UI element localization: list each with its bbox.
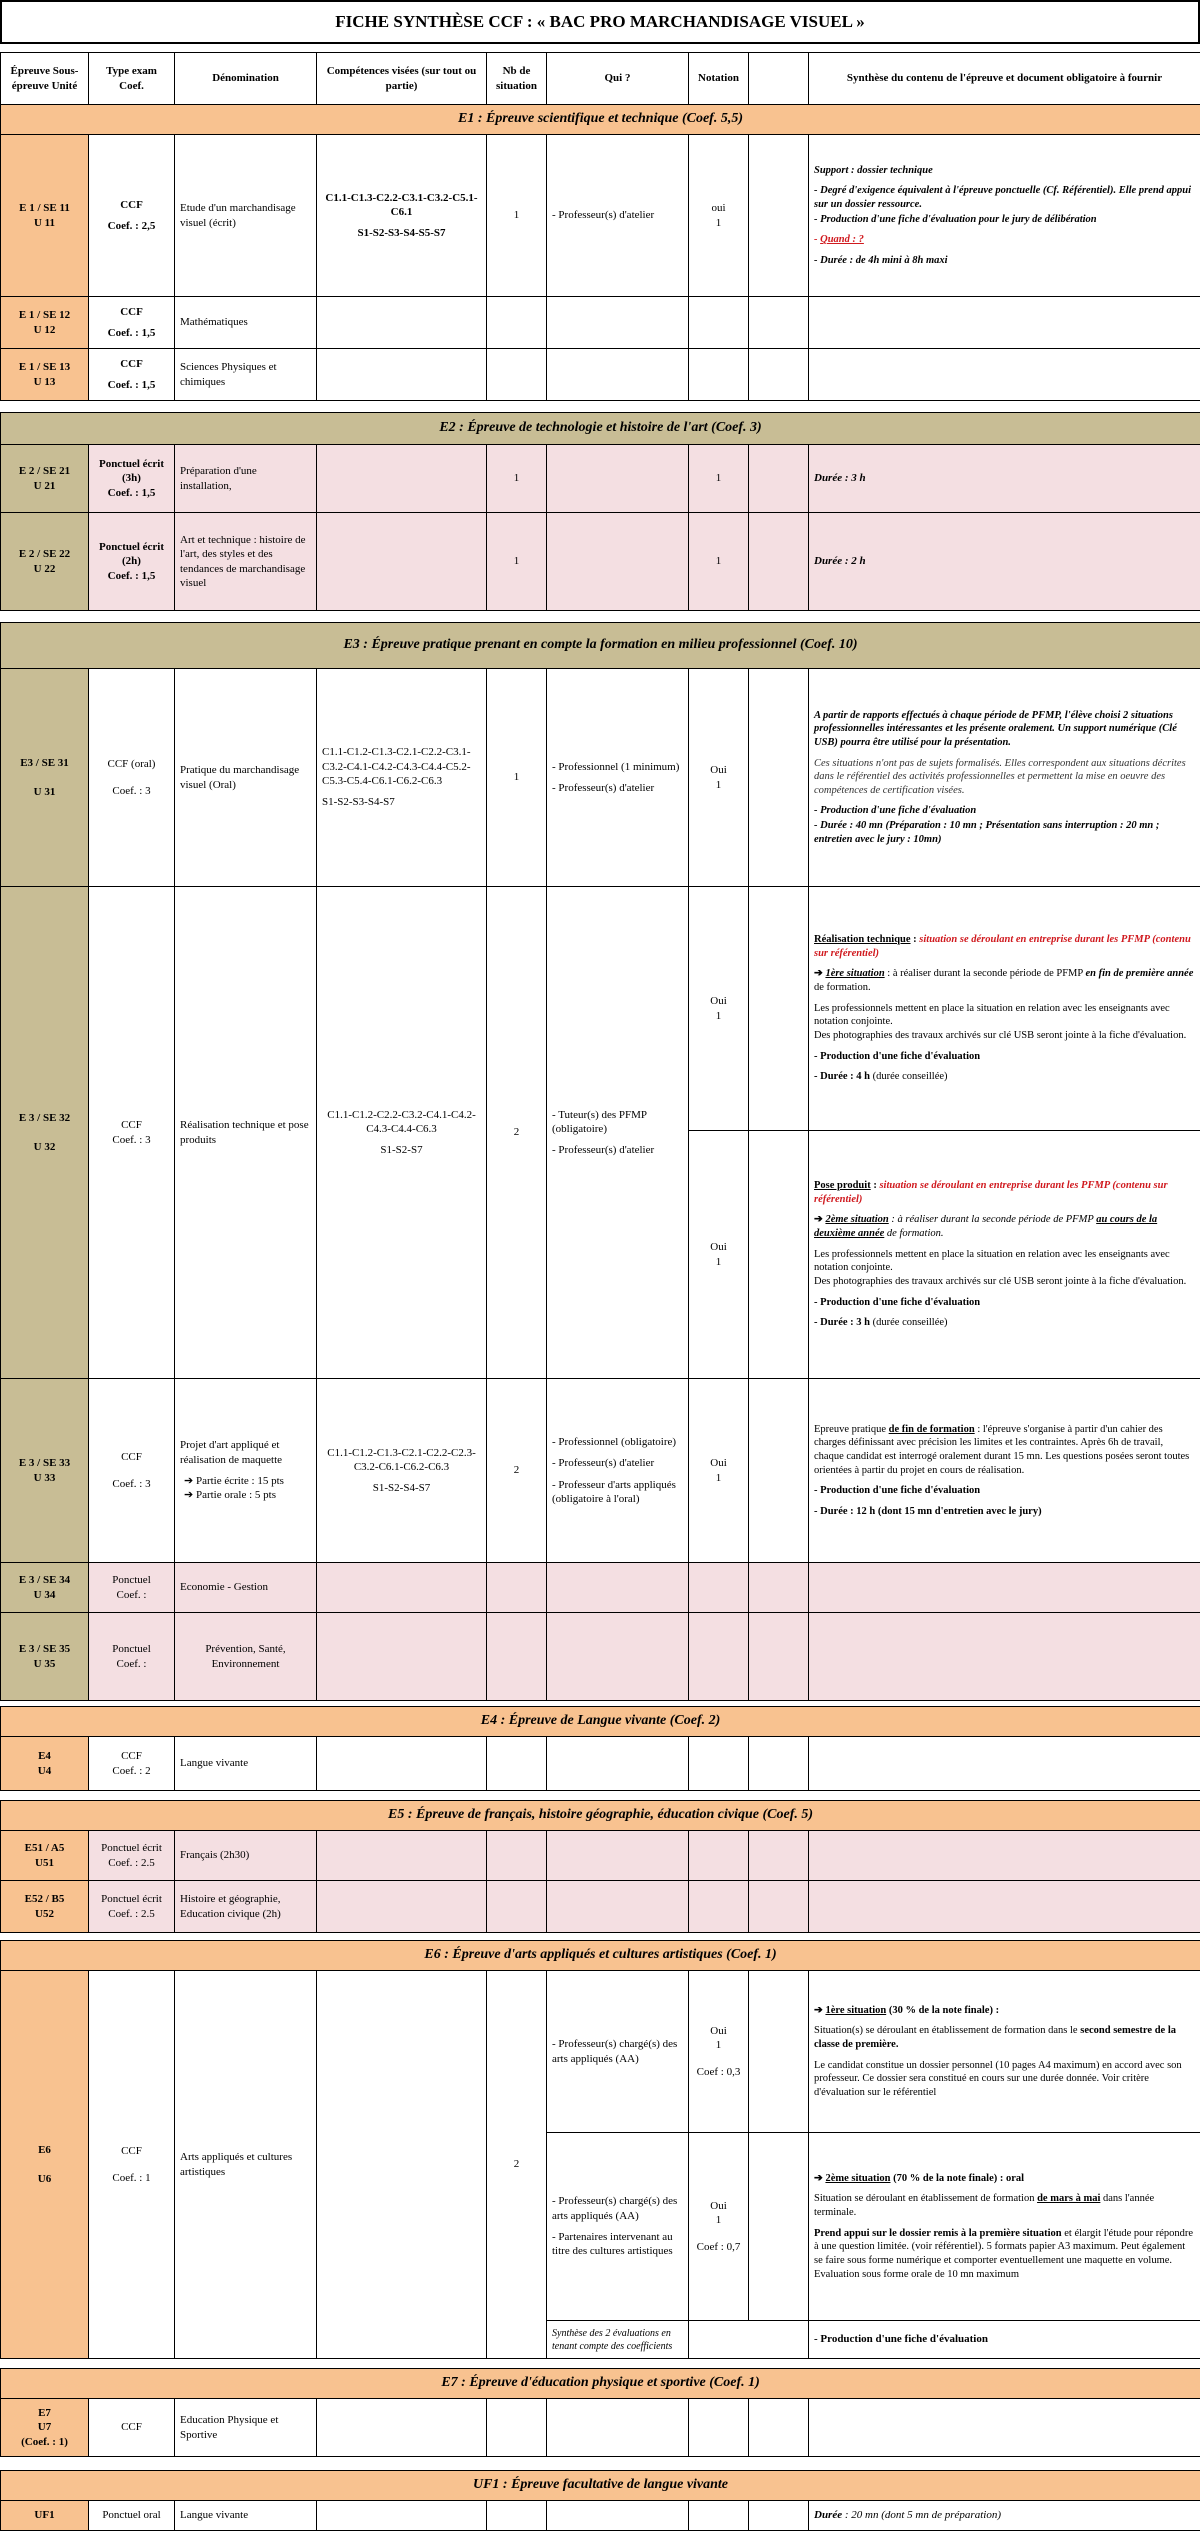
synthese: Durée : 2 h: [809, 513, 1200, 611]
notation: Oui 1 Coef : 0,3: [689, 1971, 749, 2133]
exam-type: CCF: [89, 2399, 175, 2457]
epreuve-code: E 1 / SE 11 U 11: [1, 135, 89, 297]
synthese: Réalisation technique : situation se déroulant en entreprise durant les PFMP (contenu sur référentiel) ➔ 1ère situation : à réaliser durant la seconde période de PFMP en fin de première année de formation. Les professionnels mettent en place la situation en relation avec les enseignants avec notation conjointe. Des photographies des travaux archivés sur clé USB seront jointe à la fiche d'évaluation. - Production d'une fiche d'évaluation - Durée : 4 h (durée conseillée): [809, 887, 1200, 1131]
synthesis-table: [0, 52, 1200, 105]
denomination: Préparation d'une installation,: [175, 445, 317, 513]
epreuve-code: E 1 / SE 13 U 13: [1, 349, 89, 401]
denomination: Mathématiques: [175, 297, 317, 349]
qui: - Tuteur(s) des PFMP (obligatoire) - Professeur(s) d'atelier: [547, 887, 689, 1379]
denomination: Langue vivante: [175, 2501, 317, 2531]
denomination: Sciences Physiques et chimiques: [175, 349, 317, 401]
notation: 1: [689, 513, 749, 611]
qui: - Professionnel (1 minimum) - Professeur(s) d'atelier: [547, 669, 689, 887]
table-row: [1, 135, 1200, 297]
nb-situation: 2: [487, 1379, 547, 1563]
epreuve-code: E 1 / SE 12 U 12: [1, 297, 89, 349]
denomination: Art et technique : histoire de l'art, des styles et des tendances de marchandisage visuel: [175, 513, 317, 611]
col-header-competences: Compétences visées (sur tout ou partie): [317, 53, 487, 105]
exam-type: CCF Coef. : 2: [89, 1737, 175, 1791]
notation: Oui 1: [689, 887, 749, 1131]
col-header-nb-situation: Nb de situation: [487, 53, 547, 105]
nb-situation: 1: [487, 445, 547, 513]
blank-cell: [749, 135, 809, 297]
section-title-e6: E6 : Épreuve d'arts appliqués et cultures artistiques (Coef. 1): [1, 1941, 1200, 1971]
section-e4: [0, 1706, 1200, 1791]
synthese: ➔ 2ème situation (70 % de la note finale) : oral Situation se déroulant en établissement de formation de mars à mai dans l'année terminale. Prend appui sur le dossier remis à la première situation et élargit l'étude pour répondre à une question limitée. (voir référentiel). 5 formats papier A3 maximum. Peut également se faire sous forme numérique et comporter eventuellement une maquette en volume. Evaluation sous forme orale de 10 mn maximum: [809, 2133, 1200, 2321]
denomination: Projet d'art appliqué et réalisation de maquette ➔ Partie écrite : 15 pts ➔ Partie orale : 5 pts: [175, 1379, 317, 1563]
col-header-notation: Notation: [689, 53, 749, 105]
exam-type: Ponctuel écrit Coef. : 2.5: [89, 1831, 175, 1881]
table-row: [1, 1971, 1200, 2133]
nb-situation: 2: [487, 887, 547, 1379]
table-row: [1, 1379, 1200, 1563]
page-title: FICHE SYNTHÈSE CCF : « BAC PRO MARCHANDISAGE VISUEL »: [0, 0, 1200, 44]
epreuve-code: E 3 / SE 34 U 34: [1, 1563, 89, 1613]
epreuve-code: E 2 / SE 22 U 22: [1, 513, 89, 611]
epreuve-code: E7 U7 (Coef. : 1): [1, 2399, 89, 2457]
competences: C1.1-C1.2-C1.3-C2.1-C2.2-C2.3-C3.2-C6.1-C6.2-C6.3 S1-S2-S4-S7: [317, 1379, 487, 1563]
exam-type: Ponctuel écrit (2h) Coef. : 1,5: [89, 513, 175, 611]
competences: C1.1-C1.3-C2.2-C3.1-C3.2-C5.1-C6.1 S1-S2-S3-S4-S5-S7: [317, 135, 487, 297]
epreuve-code: E 3 / SE 32 U 32: [1, 887, 89, 1379]
section-title-e1: E1 : Épreuve scientifique et technique (Coef. 5,5): [1, 105, 1200, 135]
section-title-uf1: UF1 : Épreuve facultative de langue vivante: [1, 2471, 1200, 2501]
epreuve-code: E4 U4: [1, 1737, 89, 1791]
nb-situation: 1: [487, 135, 547, 297]
section-e6: [0, 1940, 1200, 2359]
exam-type: Ponctuel Coef. :: [89, 1613, 175, 1701]
exam-type: CCF Coef. : 3: [89, 887, 175, 1379]
competences: C1.1-C1.2-C1.3-C2.1-C2.2-C3.1-C3.2-C4.1-C4.2-C4.3-C4.4-C5.2-C5.3-C5.4-C6.1-C6.2-C6.3 S1-S2-S3-S4-S7: [317, 669, 487, 887]
section-e1: [0, 104, 1200, 401]
nb-situation: 1: [487, 669, 547, 887]
epreuve-code: E3 / SE 31 U 31: [1, 669, 89, 887]
epreuve-code: E 3 / SE 35 U 35: [1, 1613, 89, 1701]
exam-type: Ponctuel écrit Coef. : 2.5: [89, 1881, 175, 1933]
section-title-e7: E7 : Épreuve d'éducation physique et sportive (Coef. 1): [1, 2369, 1200, 2399]
notation: Oui 1: [689, 1379, 749, 1563]
col-header-denomination: Dénomination: [175, 53, 317, 105]
exam-type: CCF Coef. : 1,5: [89, 297, 175, 349]
denomination: Prévention, Santé, Environnement: [175, 1613, 317, 1701]
col-header-synthese: Synthèse du contenu de l'épreuve et document obligatoire à fournir: [809, 53, 1200, 105]
col-header-qui: Qui ?: [547, 53, 689, 105]
section-e3: [0, 622, 1200, 1701]
epreuve-code: E51 / A5 U51: [1, 1831, 89, 1881]
section-title-e3: E3 : Épreuve pratique prenant en compte la formation en milieu professionnel (Coef. 10): [1, 623, 1200, 669]
section-title-e4: E4 : Épreuve de Langue vivante (Coef. 2): [1, 1707, 1200, 1737]
competences: C1.1-C1.2-C2.2-C3.2-C4.1-C4.2-C4.3-C4.4-C6.3 S1-S2-S7: [317, 887, 487, 1379]
synthese: Durée : 20 mn (dont 5 mn de préparation): [809, 2501, 1200, 2531]
section-title-e5: E5 : Épreuve de français, histoire géographie, éducation civique (Coef. 5): [1, 1801, 1200, 1831]
synthese: Pose produit : situation se déroulant en entreprise durant les PFMP (contenu sur référentiel) ➔ 2ème situation : à réaliser durant la seconde période de PFMP au cours de la deuxième année de formation. Les professionnels mettent en place la situation en relation avec les enseignants avec notation conjointe. Des photographies des travaux archivés sur clé USB seront jointe à la fiche d'évaluation. - Production d'une fiche d'évaluation - Durée : 3 h (durée conseillée): [809, 1131, 1200, 1379]
denomination: Français (2h30): [175, 1831, 317, 1881]
notation: oui 1: [689, 135, 749, 297]
table-row: [1, 887, 1200, 1131]
epreuve-code: E6 U6: [1, 1971, 89, 2359]
col-header-type: Type exam Coef.: [89, 53, 175, 105]
nb-situation: 2: [487, 1971, 547, 2359]
section-e5: [0, 1800, 1200, 1933]
synthese: ➔ 1ère situation (30 % de la note finale) : Situation(s) se déroulant en établissement de formation dans le second semestre de la classe de première. Le candidat constitue un dossier personnel (10 pages A4 maximum) en accord avec son professeur. Ce dossier sera constitué en cours sur une durée donnée. Voir critère d'évaluation sur le référentiel: [809, 1971, 1200, 2133]
table-row: [1, 1563, 1200, 1613]
synthese: Epreuve pratique de fin de formation : l'épreuve s'organise à partir d'un cahier des charges définissant avec précision les limites et les contraintes. Après 6h de travail, chaque candidat est interrogé oralement durant 15 mn. Les questions posées seront toutes orientées à partir du projet en cours de réalisation. - Production d'une fiche d'évaluation - Durée : 12 h (dont 15 mn d'entretien avec le jury): [809, 1379, 1200, 1563]
table-row: [1, 513, 1200, 611]
exam-type: CCF Coef. : 2,5: [89, 135, 175, 297]
epreuve-code: E 2 / SE 21 U 21: [1, 445, 89, 513]
notation: Oui 1: [689, 1131, 749, 1379]
qui: Synthèse des 2 évaluations en tenant compte des coefficients: [547, 2321, 689, 2359]
table-row: [1, 2399, 1200, 2457]
notation: Oui 1: [689, 669, 749, 887]
synthese: - Production d'une fiche d'évaluation: [809, 2321, 1200, 2359]
exam-type: CCF Coef. : 1,5: [89, 349, 175, 401]
exam-type: CCF Coef. : 1: [89, 1971, 175, 2359]
denomination: Economie - Gestion: [175, 1563, 317, 1613]
col-header-blank: [749, 53, 809, 105]
table-row: [1, 1831, 1200, 1881]
notation: Oui 1 Coef : 0,7: [689, 2133, 749, 2321]
synthese: A partir de rapports effectués à chaque période de PFMP, l'élève choisi 2 situations professionnelles intéressantes et les présente oralement. Un support numérique (Clé USB) pourra être utilisé pour la présentation. Ces situations n'ont pas de sujets formalisés. Elles correspondent aux situations décrites dans le référentiel des activités professionnelles et permettent la mise en oeuvre des compétences de certification visées. - Production d'une fiche d'évaluation - Durée : 40 mn (Préparation : 10 mn ; Présentation sans interruption : 20 mn ; entretien avec le jury : 10mn): [809, 669, 1200, 887]
notation: 1: [689, 445, 749, 513]
denomination: Langue vivante: [175, 1737, 317, 1791]
col-header-epreuve: Épreuve Sous-épreuve Unité: [1, 53, 89, 105]
synthese: Durée : 3 h: [809, 445, 1200, 513]
denomination: Etude d'un marchandisage visuel (écrit): [175, 135, 317, 297]
section-e7: [0, 2368, 1200, 2457]
qui: - Professionnel (obligatoire) - Professeur(s) d'atelier - Professeur d'arts appliqués (obligatoire à l'oral): [547, 1379, 689, 1563]
section-title-e2: E2 : Épreuve de technologie et histoire de l'art (Coef. 3): [1, 413, 1200, 445]
qui: - Professeur(s) chargé(s) des arts appliqués (AA) - Partenaires intervenant au titre des cultures artistiques: [547, 2133, 689, 2321]
nb-situation: 1: [487, 513, 547, 611]
table-header: [1, 53, 1200, 105]
exam-type: CCF Coef. : 3: [89, 1379, 175, 1563]
denomination: Réalisation technique et pose produits: [175, 887, 317, 1379]
section-e2: [0, 412, 1200, 611]
exam-type: Ponctuel écrit (3h) Coef. : 1,5: [89, 445, 175, 513]
epreuve-code: E52 / B5 U52: [1, 1881, 89, 1933]
table-row: [1, 669, 1200, 887]
synthese: Support : dossier technique - Degré d'exigence équivalent à l'épreuve ponctuelle (Cf. Référentiel). Elle prend appui sur un dossier ressource. - Production d'une fiche d'évaluation pour le jury de délibération - Quand : ? - Durée : de 4h mini à 8h maxi: [809, 135, 1200, 297]
section-uf1: [0, 2470, 1200, 2531]
epreuve-code: E 3 / SE 33 U 33: [1, 1379, 89, 1563]
qui: - Professeur(s) d'atelier: [547, 135, 689, 297]
exam-type: CCF (oral) Coef. : 3: [89, 669, 175, 887]
table-row: [1, 1613, 1200, 1701]
table-row: [1, 1737, 1200, 1791]
exam-type: Ponctuel Coef. :: [89, 1563, 175, 1613]
denomination: Education Physique et Sportive: [175, 2399, 317, 2457]
denomination: Pratique du marchandisage visuel (Oral): [175, 669, 317, 887]
table-row: [1, 297, 1200, 349]
table-row: [1, 2501, 1200, 2531]
table-row: [1, 349, 1200, 401]
qui: - Professeur(s) chargé(s) des arts appliqués (AA): [547, 1971, 689, 2133]
denomination: Histoire et géographie, Education civique (2h): [175, 1881, 317, 1933]
table-row: [1, 445, 1200, 513]
denomination: Arts appliqués et cultures artistiques: [175, 1971, 317, 2359]
epreuve-code: UF1: [1, 2501, 89, 2531]
table-row: [1, 1881, 1200, 1933]
exam-type: Ponctuel oral: [89, 2501, 175, 2531]
